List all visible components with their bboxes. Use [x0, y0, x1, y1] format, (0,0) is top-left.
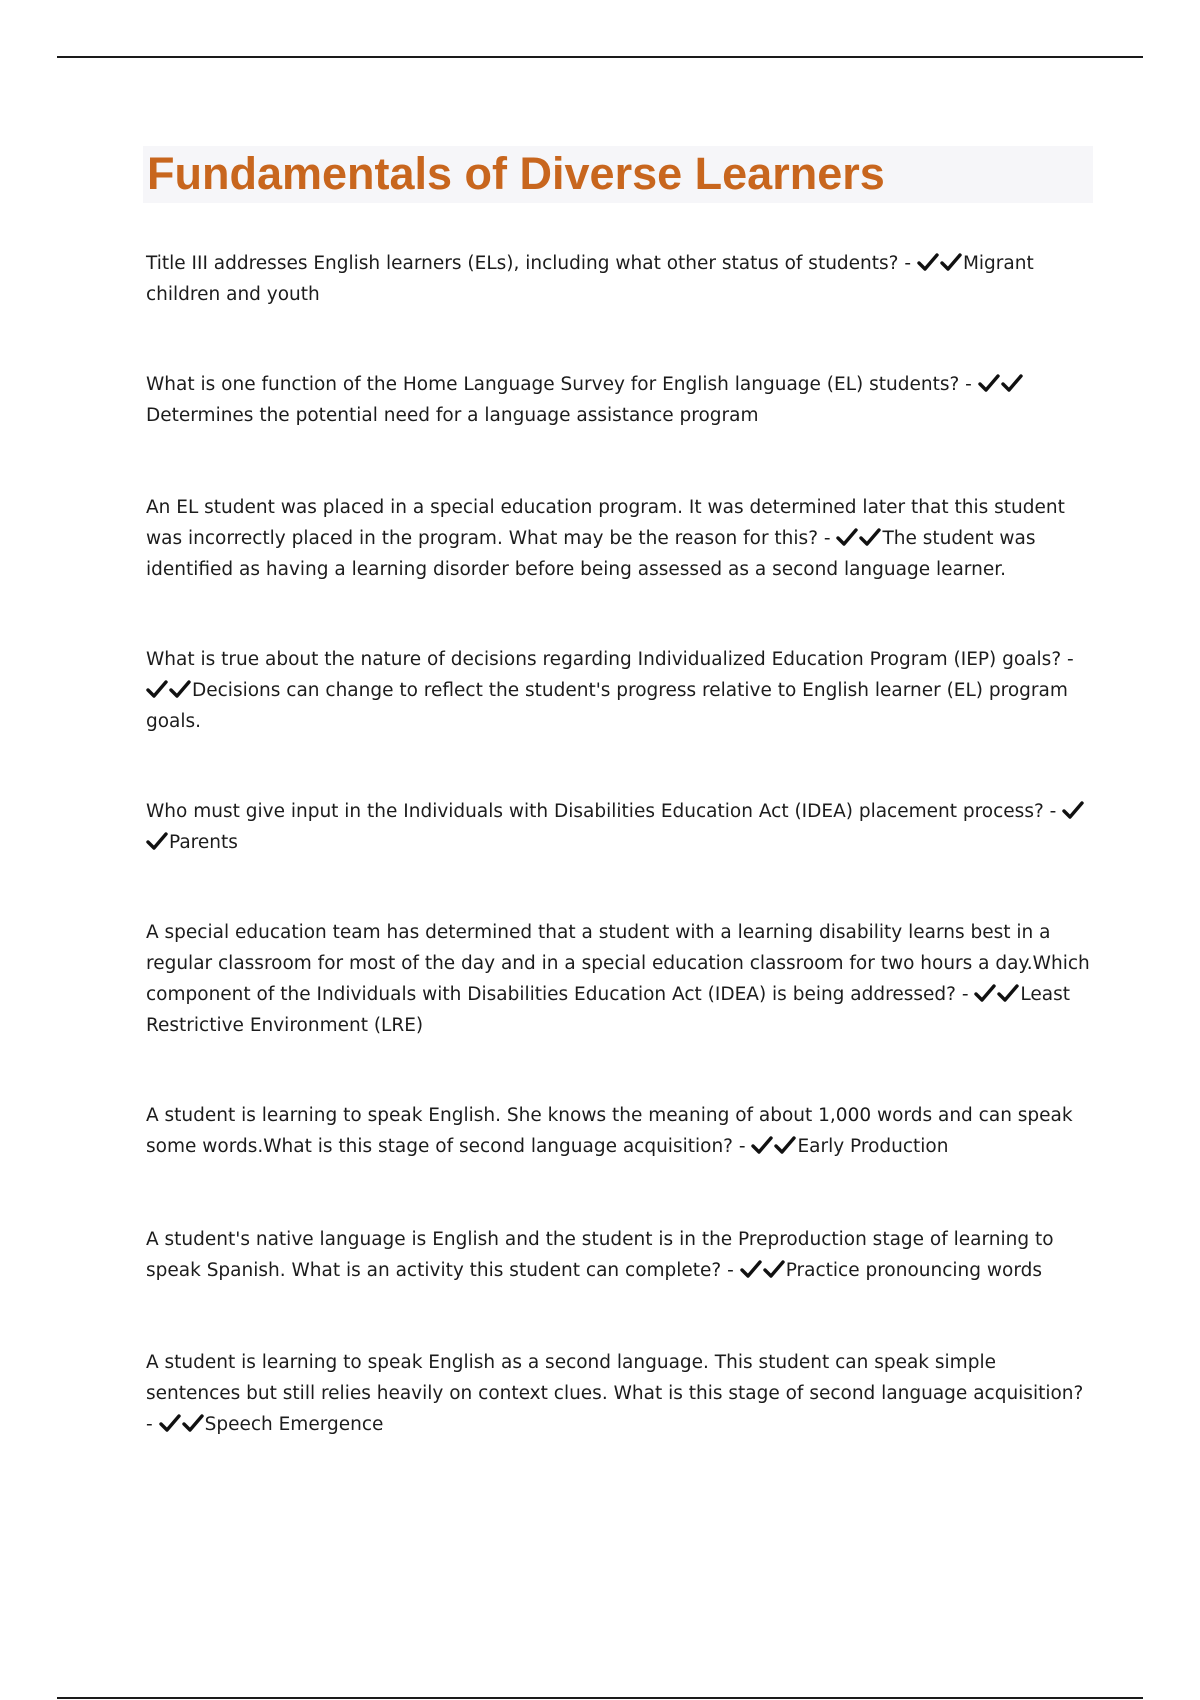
question-text: Title III addresses English learners (ELs), including what other status of students? - — [146, 253, 912, 274]
check-icon — [146, 827, 168, 858]
answer-text: Least Restrictive Environment (LRE) — [146, 984, 1070, 1036]
check-icon — [1001, 369, 1023, 400]
qa-item — [146, 248, 1091, 310]
question-text: Who must give input in the Individuals with Disabilities Education Act (IDEA) placement process? - — [146, 801, 1057, 822]
qa-item — [146, 1224, 1091, 1286]
check-icon — [978, 369, 1000, 400]
answer-text: Early Production — [797, 1136, 949, 1157]
qa-item — [146, 796, 1091, 858]
check-icon — [836, 523, 858, 554]
answer-text: Decisions can change to reflect the student's progress relative to English learner (EL) program goals. — [146, 680, 1068, 732]
check-icon — [751, 1131, 773, 1162]
check-icon — [940, 248, 962, 279]
qa-item — [146, 1347, 1091, 1440]
check-icon — [917, 248, 939, 279]
qa-item — [146, 917, 1091, 1041]
page-bottom-rule — [57, 1697, 1143, 1699]
answer-text: Parents — [169, 832, 238, 853]
page-title: Fundamentals of Diverse Learners — [147, 148, 885, 199]
check-icon — [169, 675, 191, 706]
check-icon — [859, 523, 881, 554]
question-text: A special education team has determined that a student with a learning disability learns best in a regular classroom for most of the day and in a special education classroom for two hours a day.Which component of the Individuals with Disabilities Education Act (IDEA) is being addressed? - — [146, 922, 1090, 1005]
answer-text: The student was identified as having a learning disorder before being assessed as a second language learner. — [146, 528, 1036, 580]
qa-item — [146, 644, 1091, 737]
question-text: What is one function of the Home Language Survey for English language (EL) students? - — [146, 374, 972, 395]
question-text: A student is learning to speak English. She knows the meaning of about 1,000 words and can speak some words.What is this stage of second language acquisition? - — [146, 1105, 1073, 1157]
answer-text: Speech Emergence — [204, 1414, 384, 1435]
question-text: A student is learning to speak English as a second language. This student can speak simple sentences but still relies heavily on context clues. What is this stage of second language acquisition? - — [146, 1352, 1084, 1435]
check-icon — [997, 979, 1019, 1010]
check-icon — [146, 675, 168, 706]
check-icon — [740, 1255, 762, 1286]
check-icon — [1062, 796, 1084, 827]
check-icon — [774, 1131, 796, 1162]
question-text: A student's native language is English and the student is in the Preproduction stage of learning to speak Spanish. What is an activity this student can complete? - — [146, 1229, 1054, 1281]
check-icon — [763, 1255, 785, 1286]
check-icon — [974, 979, 996, 1010]
question-text: An EL student was placed in a special education program. It was determined later that this student was incorrectly placed in the program. What may be the reason for this? - — [146, 497, 1065, 549]
check-icon — [159, 1409, 181, 1440]
answer-text: Migrant children and youth — [146, 253, 1034, 305]
page-top-rule — [57, 56, 1143, 58]
question-text: What is true about the nature of decisions regarding Individualized Education Program (IEP) goals? - — [146, 649, 1074, 670]
qa-item — [146, 492, 1091, 585]
check-icon — [182, 1409, 204, 1440]
qa-item — [146, 369, 1091, 431]
answer-text: Determines the potential need for a language assistance program — [146, 405, 759, 426]
qa-item — [146, 1100, 1091, 1162]
answer-text: Practice pronouncing words — [785, 1260, 1043, 1281]
